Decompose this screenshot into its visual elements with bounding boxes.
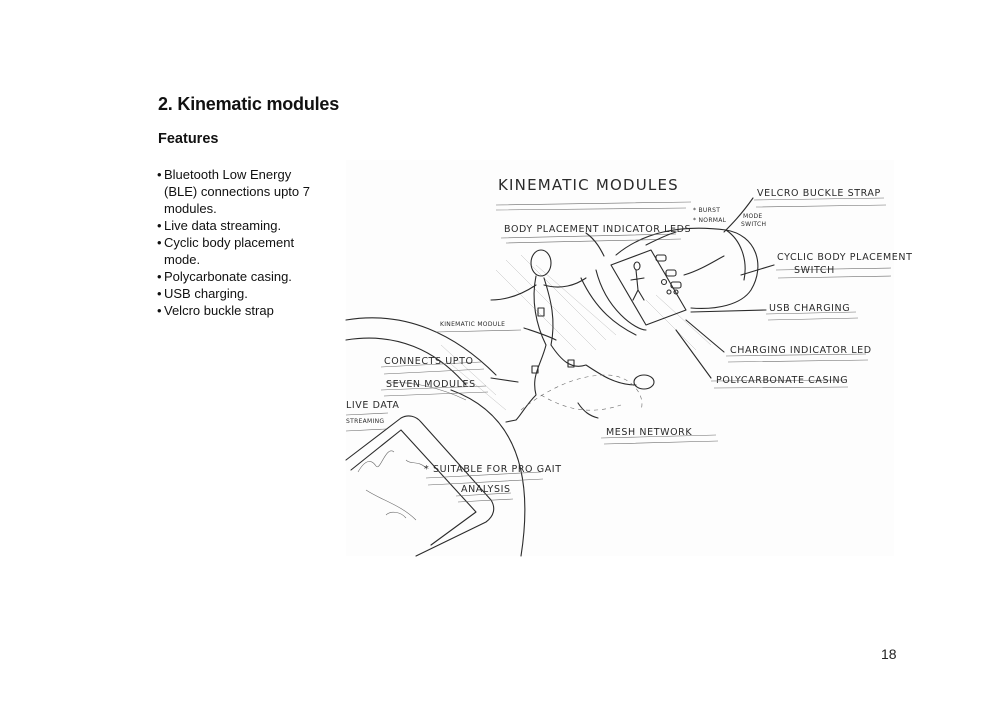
label-kinematic-module: KINEMATIC MODULE	[440, 321, 506, 328]
feature-list	[158, 166, 328, 319]
label-connects-1: CONNECTS UPTO	[384, 356, 474, 367]
feature-item: • Polycarbonate casing.	[158, 268, 328, 285]
mesh-dashes	[521, 375, 642, 410]
label-cyclic-1: CYCLIC BODY PLACEMENT	[777, 252, 913, 263]
label-body-placement: BODY PLACEMENT INDICATOR LEDS	[504, 224, 692, 235]
label-normal: * NORMAL	[693, 217, 727, 224]
runner-figure	[491, 250, 654, 422]
page-number: 18	[881, 646, 897, 662]
module-device	[581, 228, 758, 335]
label-mode-switch-1: MODE	[743, 213, 763, 220]
sketch-drawing	[346, 160, 913, 556]
feature-item: • Live data streaming.	[158, 217, 328, 234]
feature-item: • USB charging.	[158, 285, 328, 302]
label-suitable: * SUITABLE FOR PRO GAIT	[424, 464, 562, 475]
feature-item: • Bluetooth Low Energy (BLE) connections upto 7 modules.	[158, 166, 328, 217]
mesh-arrow	[578, 403, 598, 418]
label-live-data-1: LIVE DATA	[346, 400, 400, 411]
feature-item: • Cyclic body placement mode.	[158, 234, 328, 268]
label-mesh: MESH NETWORK	[606, 427, 693, 438]
label-burst: * BURST	[693, 207, 721, 214]
label-polycarbonate: POLYCARBONATE CASING	[716, 375, 849, 386]
label-analysis: ANALYSIS	[461, 484, 511, 495]
section-title: 2. Kinematic modules	[158, 94, 340, 114]
label-mode-switch-2: SWITCH	[741, 221, 767, 228]
sketch-hatching	[441, 255, 711, 410]
sketch-title: KINEMATIC MODULES	[498, 176, 679, 194]
label-cyclic-2: SWITCH	[794, 265, 835, 276]
features-heading: Features	[158, 131, 219, 147]
label-usb: USB CHARGING	[769, 303, 851, 314]
kinematic-modules-sketch	[346, 160, 913, 556]
label-live-data-2: STREAMING	[346, 418, 385, 425]
mesh-dashes	[541, 395, 621, 410]
label-velcro: VELCRO BUCKLE STRAP	[757, 188, 881, 199]
label-charging-led: CHARGING INDICATOR LED	[730, 345, 872, 356]
feature-item: • Velcro buckle strap	[158, 302, 328, 319]
label-connects-2: SEVEN MODULES	[386, 379, 476, 390]
